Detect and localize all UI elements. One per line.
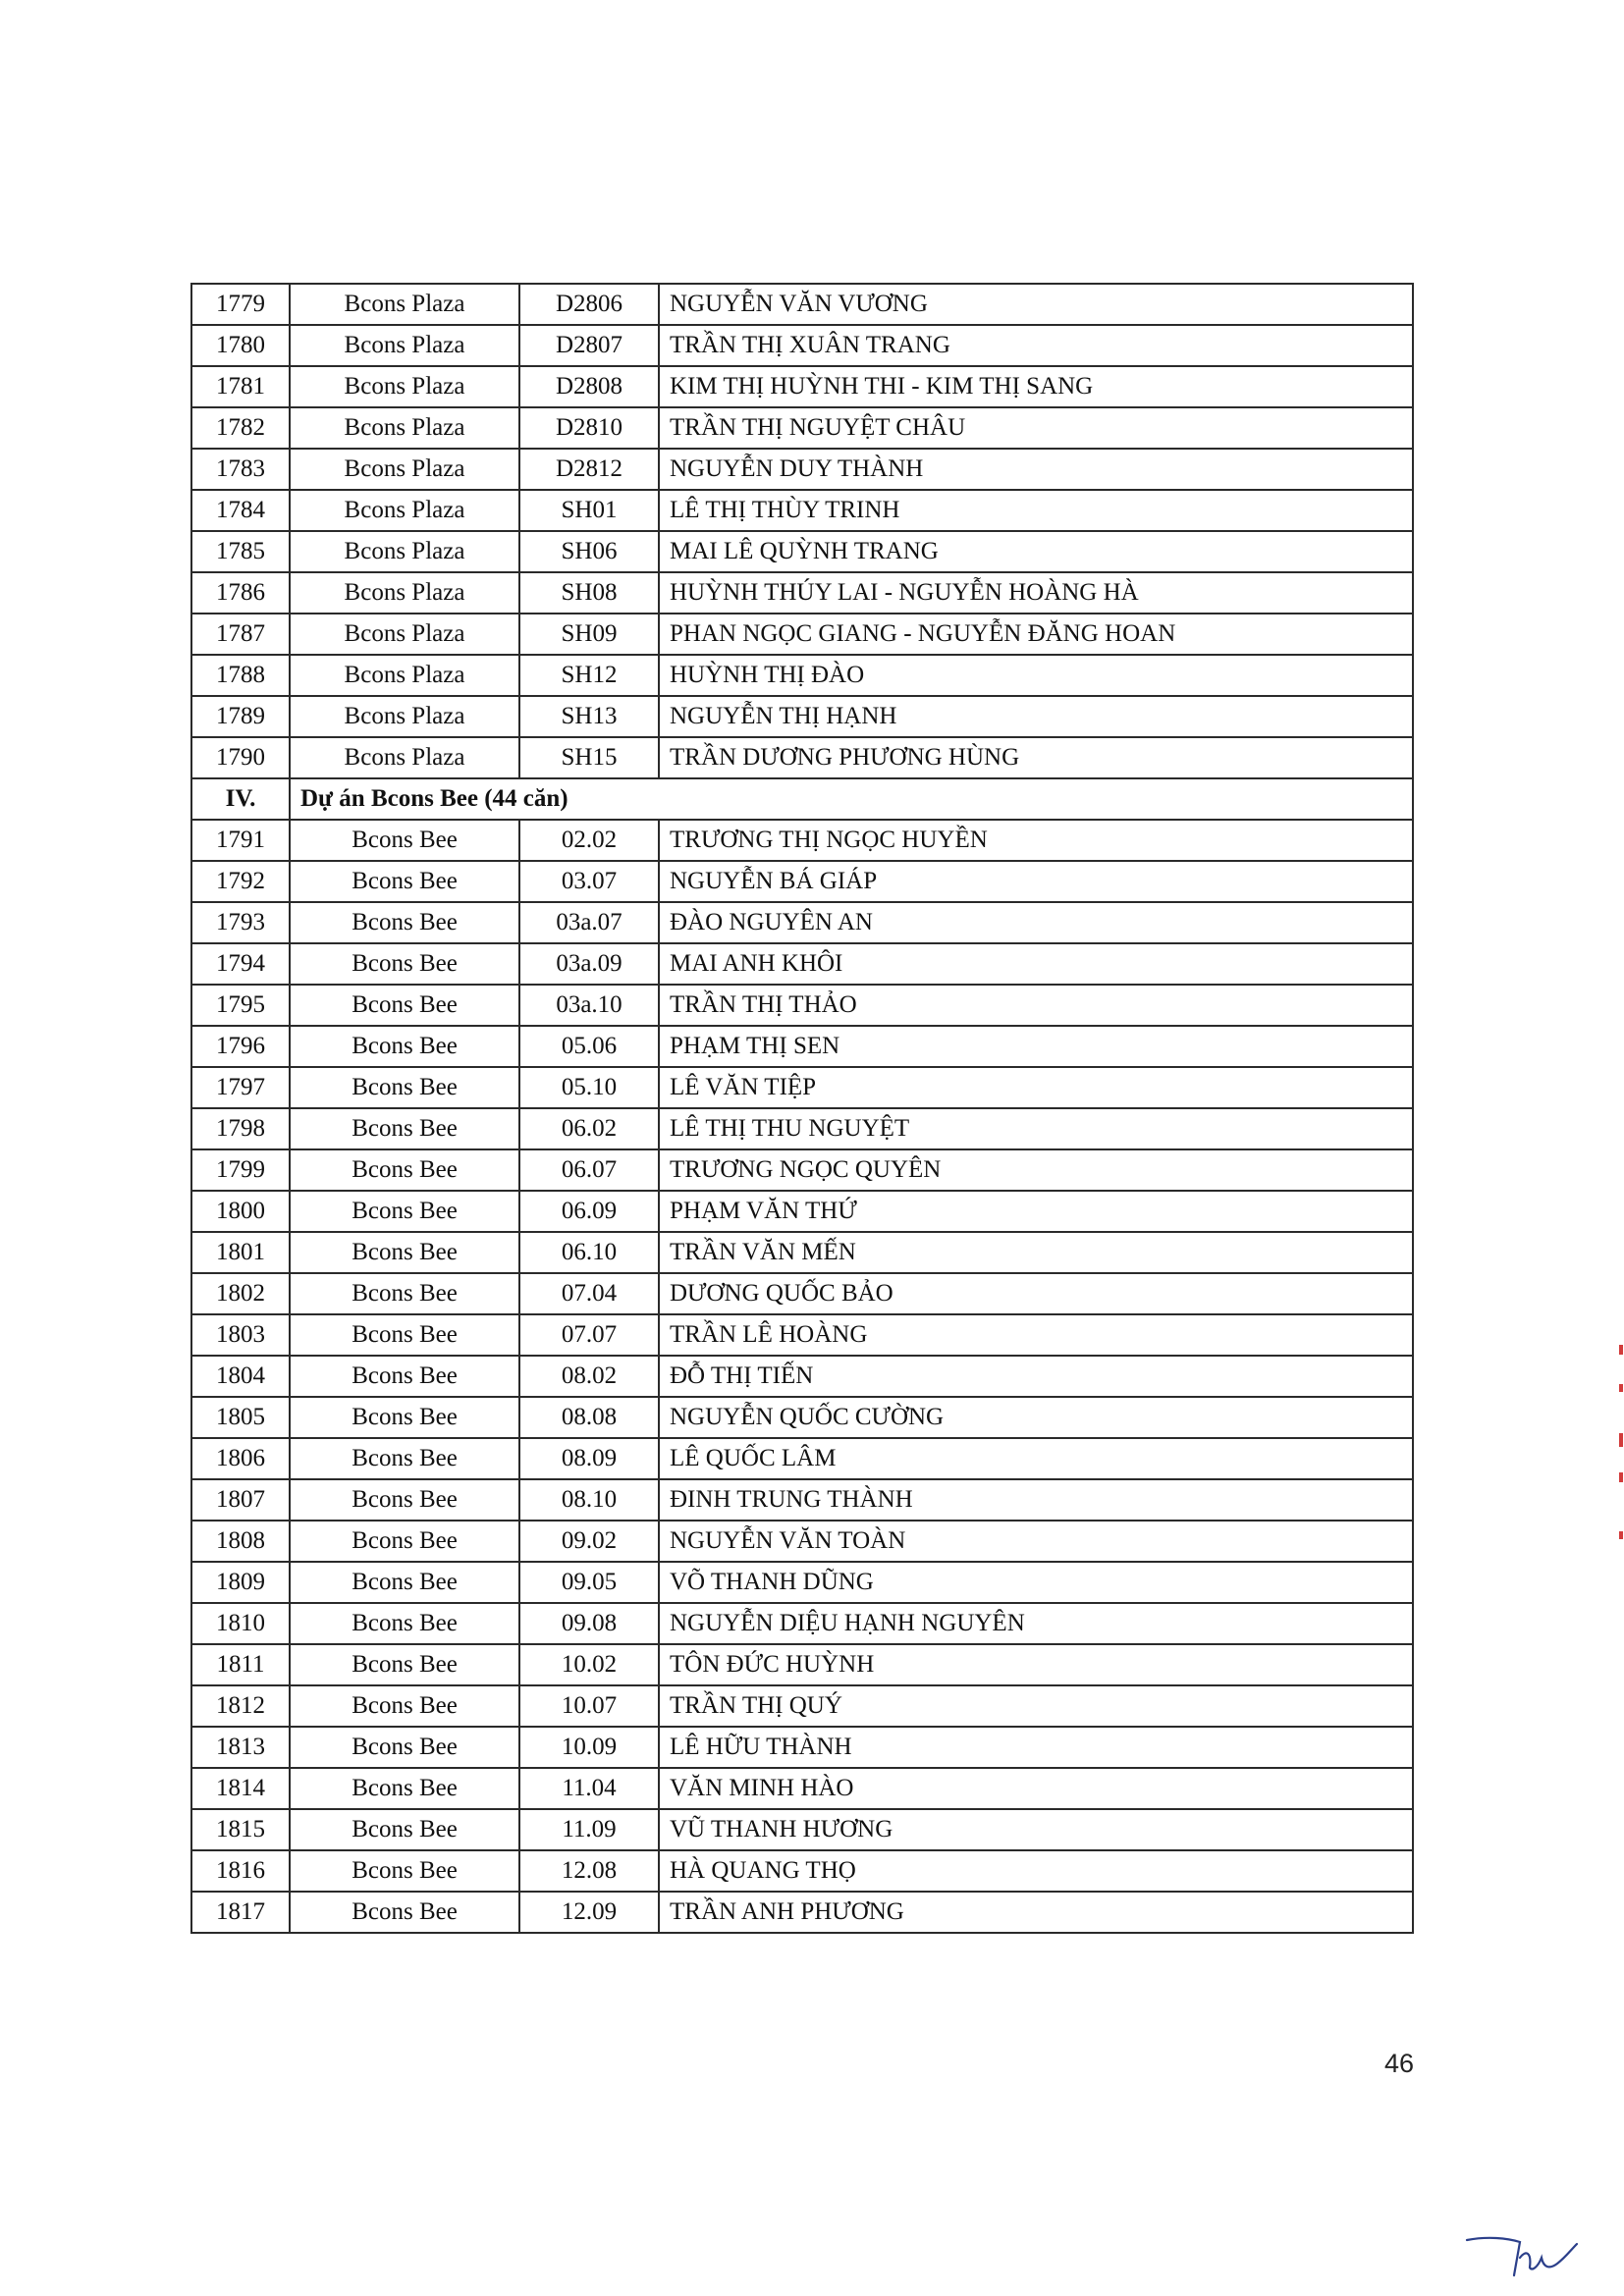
owner-name: ĐÀO NGUYÊN AN [659, 902, 1413, 943]
project-name: Bcons Plaza [290, 696, 519, 737]
project-name: Bcons Bee [290, 1191, 519, 1232]
project-name: Bcons Plaza [290, 531, 519, 572]
table-row [191, 1479, 1413, 1521]
project-name: Bcons Bee [290, 820, 519, 861]
table-row [191, 1067, 1413, 1108]
owner-name: LÊ THỊ THU NGUYỆT [659, 1108, 1413, 1149]
owner-name: NGUYỄN QUỐC CƯỜNG [659, 1397, 1413, 1438]
project-name: Bcons Plaza [290, 449, 519, 490]
table-row [191, 1603, 1413, 1644]
table-row [191, 696, 1413, 737]
row-number: 1794 [191, 943, 290, 985]
table-row [191, 1232, 1413, 1273]
row-number: 1787 [191, 614, 290, 655]
table-row [191, 1108, 1413, 1149]
table-row [191, 1809, 1413, 1850]
row-number: 1808 [191, 1521, 290, 1562]
owner-name: PHẠM VĂN THỨ [659, 1191, 1413, 1232]
unit-code: 09.05 [519, 1562, 659, 1603]
project-name: Bcons Bee [290, 1727, 519, 1768]
project-name: Bcons Plaza [290, 572, 519, 614]
owner-name: NGUYỄN VĂN VƯƠNG [659, 284, 1413, 325]
row-number: 1795 [191, 985, 290, 1026]
unit-code: 11.04 [519, 1768, 659, 1809]
row-number: 1797 [191, 1067, 290, 1108]
owner-name: VÕ THANH DŨNG [659, 1562, 1413, 1603]
table-row [191, 1685, 1413, 1727]
row-number: 1810 [191, 1603, 290, 1644]
unit-code: 06.07 [519, 1149, 659, 1191]
unit-code: SH12 [519, 655, 659, 696]
table-row [191, 572, 1413, 614]
project-name: Bcons Bee [290, 1067, 519, 1108]
table-row [191, 943, 1413, 985]
row-number: 1798 [191, 1108, 290, 1149]
row-number: 1817 [191, 1892, 290, 1933]
row-number: 1784 [191, 490, 290, 531]
owner-name: ĐINH TRUNG THÀNH [659, 1479, 1413, 1521]
unit-code: D2808 [519, 366, 659, 407]
unit-code: 09.08 [519, 1603, 659, 1644]
section-header-group [191, 778, 1413, 820]
project-name: Bcons Bee [290, 1108, 519, 1149]
owner-name: TRƯƠNG NGỌC QUYÊN [659, 1149, 1413, 1191]
table-row [191, 614, 1413, 655]
owner-name: TÔN ĐỨC HUỲNH [659, 1644, 1413, 1685]
table-row [191, 1521, 1413, 1562]
unit-code: 05.10 [519, 1067, 659, 1108]
row-number: 1809 [191, 1562, 290, 1603]
owner-name: TRẦN LÊ HOÀNG [659, 1314, 1413, 1356]
project-name: Bcons Plaza [290, 737, 519, 778]
owner-name: NGUYỄN DUY THÀNH [659, 449, 1413, 490]
project-name: Bcons Bee [290, 943, 519, 985]
section-title: Dự án Bcons Bee (44 căn) [290, 778, 1413, 820]
table-row [191, 1727, 1413, 1768]
row-number: 1813 [191, 1727, 290, 1768]
unit-code: SH01 [519, 490, 659, 531]
unit-code: 08.10 [519, 1479, 659, 1521]
row-number: 1790 [191, 737, 290, 778]
unit-code: D2806 [519, 284, 659, 325]
owner-name: LÊ VĂN TIỆP [659, 1067, 1413, 1108]
owner-name: LÊ QUỐC LÂM [659, 1438, 1413, 1479]
table-row [191, 490, 1413, 531]
row-number: 1786 [191, 572, 290, 614]
row-number: 1783 [191, 449, 290, 490]
row-number: 1806 [191, 1438, 290, 1479]
unit-code: 03a.10 [519, 985, 659, 1026]
row-number: 1796 [191, 1026, 290, 1067]
project-name: Bcons Bee [290, 1356, 519, 1397]
table-row [191, 737, 1413, 778]
row-number: 1816 [191, 1850, 290, 1892]
owner-name: NGUYỄN THỊ HẠNH [659, 696, 1413, 737]
owner-name: NGUYỄN DIỆU HẠNH NGUYÊN [659, 1603, 1413, 1644]
owner-name: HÀ QUANG THỌ [659, 1850, 1413, 1892]
unit-code: 03.07 [519, 861, 659, 902]
row-number: 1812 [191, 1685, 290, 1727]
table-row [191, 1850, 1413, 1892]
owner-name: MAI ANH KHÔI [659, 943, 1413, 985]
row-number: 1811 [191, 1644, 290, 1685]
table-row [191, 1768, 1413, 1809]
table-row [191, 985, 1413, 1026]
project-name: Bcons Plaza [290, 655, 519, 696]
owner-name: TRẦN THỊ THẢO [659, 985, 1413, 1026]
owner-name: LÊ HỮU THÀNH [659, 1727, 1413, 1768]
table-row [191, 655, 1413, 696]
section-number: IV. [191, 778, 290, 820]
table-row [191, 820, 1413, 861]
margin-stamp-edge [1618, 1345, 1624, 1561]
table-row [191, 1562, 1413, 1603]
project-name: Bcons Plaza [290, 490, 519, 531]
row-number: 1799 [191, 1149, 290, 1191]
project-name: Bcons Bee [290, 1892, 519, 1933]
unit-code: 05.06 [519, 1026, 659, 1067]
table-row [191, 449, 1413, 490]
owner-name: PHAN NGỌC GIANG - NGUYỄN ĐĂNG HOAN [659, 614, 1413, 655]
project-name: Bcons Bee [290, 1438, 519, 1479]
unit-code: D2810 [519, 407, 659, 449]
unit-code: 06.10 [519, 1232, 659, 1273]
unit-code: 11.09 [519, 1809, 659, 1850]
table-row [191, 1273, 1413, 1314]
row-number: 1803 [191, 1314, 290, 1356]
unit-code: 03a.09 [519, 943, 659, 985]
unit-code: 02.02 [519, 820, 659, 861]
owner-name: LÊ THỊ THÙY TRINH [659, 490, 1413, 531]
unit-code: 12.09 [519, 1892, 659, 1933]
project-name: Bcons Plaza [290, 325, 519, 366]
table-row [191, 1438, 1413, 1479]
unit-code: D2812 [519, 449, 659, 490]
table-row [191, 1149, 1413, 1191]
owner-name: TRƯƠNG THỊ NGỌC HUYỀN [659, 820, 1413, 861]
table-row [191, 284, 1413, 325]
rows-bcons-plaza [191, 284, 1413, 778]
row-number: 1804 [191, 1356, 290, 1397]
project-name: Bcons Bee [290, 985, 519, 1026]
signature-mark [1463, 2228, 1581, 2287]
project-name: Bcons Bee [290, 1232, 519, 1273]
unit-code: 10.07 [519, 1685, 659, 1727]
owner-name: NGUYỄN VĂN TOÀN [659, 1521, 1413, 1562]
unit-code: SH08 [519, 572, 659, 614]
table-row [191, 1191, 1413, 1232]
unit-code: SH06 [519, 531, 659, 572]
owner-name: DƯƠNG QUỐC BẢO [659, 1273, 1413, 1314]
row-number: 1814 [191, 1768, 290, 1809]
project-name: Bcons Bee [290, 1273, 519, 1314]
project-name: Bcons Bee [290, 1521, 519, 1562]
owner-name: MAI LÊ QUỲNH TRANG [659, 531, 1413, 572]
page-number: 46 [1384, 2049, 1415, 2078]
table-row [191, 531, 1413, 572]
table-row [191, 1026, 1413, 1067]
row-number: 1781 [191, 366, 290, 407]
project-name: Bcons Bee [290, 1685, 519, 1727]
table-row [191, 366, 1413, 407]
project-name: Bcons Bee [290, 1397, 519, 1438]
unit-code: 09.02 [519, 1521, 659, 1562]
owner-name: ĐỖ THỊ TIẾN [659, 1356, 1413, 1397]
rows-bcons-bee [191, 820, 1413, 1933]
table-row [191, 407, 1413, 449]
owner-name: HUỲNH THỊ ĐÀO [659, 655, 1413, 696]
row-number: 1802 [191, 1273, 290, 1314]
unit-code: 06.09 [519, 1191, 659, 1232]
project-name: Bcons Bee [290, 902, 519, 943]
unit-code: 08.09 [519, 1438, 659, 1479]
unit-code: 10.09 [519, 1727, 659, 1768]
table-row [191, 1892, 1413, 1933]
project-name: Bcons Bee [290, 1479, 519, 1521]
project-name: Bcons Bee [290, 1026, 519, 1067]
owner-name: VŨ THANH HƯƠNG [659, 1809, 1413, 1850]
row-number: 1805 [191, 1397, 290, 1438]
row-number: 1807 [191, 1479, 290, 1521]
owner-list-table [190, 283, 1414, 1934]
table-row [191, 325, 1413, 366]
row-number: 1793 [191, 902, 290, 943]
unit-code: D2807 [519, 325, 659, 366]
table-row [191, 1397, 1413, 1438]
project-name: Bcons Bee [290, 1850, 519, 1892]
project-name: Bcons Plaza [290, 366, 519, 407]
owner-name: TRẦN VĂN MẾN [659, 1232, 1413, 1273]
unit-code: 12.08 [519, 1850, 659, 1892]
row-number: 1815 [191, 1809, 290, 1850]
project-name: Bcons Bee [290, 861, 519, 902]
unit-code: SH13 [519, 696, 659, 737]
row-number: 1791 [191, 820, 290, 861]
owner-name: HUỲNH THÚY LAI - NGUYỄN HOÀNG HÀ [659, 572, 1413, 614]
table-row [191, 861, 1413, 902]
project-name: Bcons Bee [290, 1314, 519, 1356]
project-name: Bcons Bee [290, 1603, 519, 1644]
project-name: Bcons Bee [290, 1768, 519, 1809]
unit-code: SH09 [519, 614, 659, 655]
unit-code: 06.02 [519, 1108, 659, 1149]
owner-name: TRẦN THỊ NGUYỆT CHÂU [659, 407, 1413, 449]
owner-name: TRẦN THỊ QUÝ [659, 1685, 1413, 1727]
row-number: 1782 [191, 407, 290, 449]
row-number: 1779 [191, 284, 290, 325]
table-row [191, 1356, 1413, 1397]
table-row [191, 902, 1413, 943]
unit-code: 07.04 [519, 1273, 659, 1314]
unit-code: 08.02 [519, 1356, 659, 1397]
owner-name: TRẦN ANH PHƯƠNG [659, 1892, 1413, 1933]
unit-code: SH15 [519, 737, 659, 778]
row-number: 1800 [191, 1191, 290, 1232]
unit-code: 07.07 [519, 1314, 659, 1356]
row-number: 1801 [191, 1232, 290, 1273]
section-header-row [191, 778, 1413, 820]
owner-name: NGUYỄN BÁ GIÁP [659, 861, 1413, 902]
row-number: 1789 [191, 696, 290, 737]
unit-code: 08.08 [519, 1397, 659, 1438]
table-row [191, 1314, 1413, 1356]
owner-name: KIM THỊ HUỲNH THI - KIM THỊ SANG [659, 366, 1413, 407]
table-row [191, 1644, 1413, 1685]
project-name: Bcons Bee [290, 1644, 519, 1685]
unit-code: 10.02 [519, 1644, 659, 1685]
project-name: Bcons Plaza [290, 284, 519, 325]
project-name: Bcons Bee [290, 1149, 519, 1191]
project-name: Bcons Bee [290, 1809, 519, 1850]
row-number: 1788 [191, 655, 290, 696]
row-number: 1785 [191, 531, 290, 572]
owner-name: TRẦN DƯƠNG PHƯƠNG HÙNG [659, 737, 1413, 778]
owner-name: TRẦN THỊ XUÂN TRANG [659, 325, 1413, 366]
project-name: Bcons Bee [290, 1562, 519, 1603]
owner-name: PHẠM THỊ SEN [659, 1026, 1413, 1067]
project-name: Bcons Plaza [290, 614, 519, 655]
row-number: 1792 [191, 861, 290, 902]
project-name: Bcons Plaza [290, 407, 519, 449]
row-number: 1780 [191, 325, 290, 366]
unit-code: 03a.07 [519, 902, 659, 943]
owner-name: VĂN MINH HÀO [659, 1768, 1413, 1809]
